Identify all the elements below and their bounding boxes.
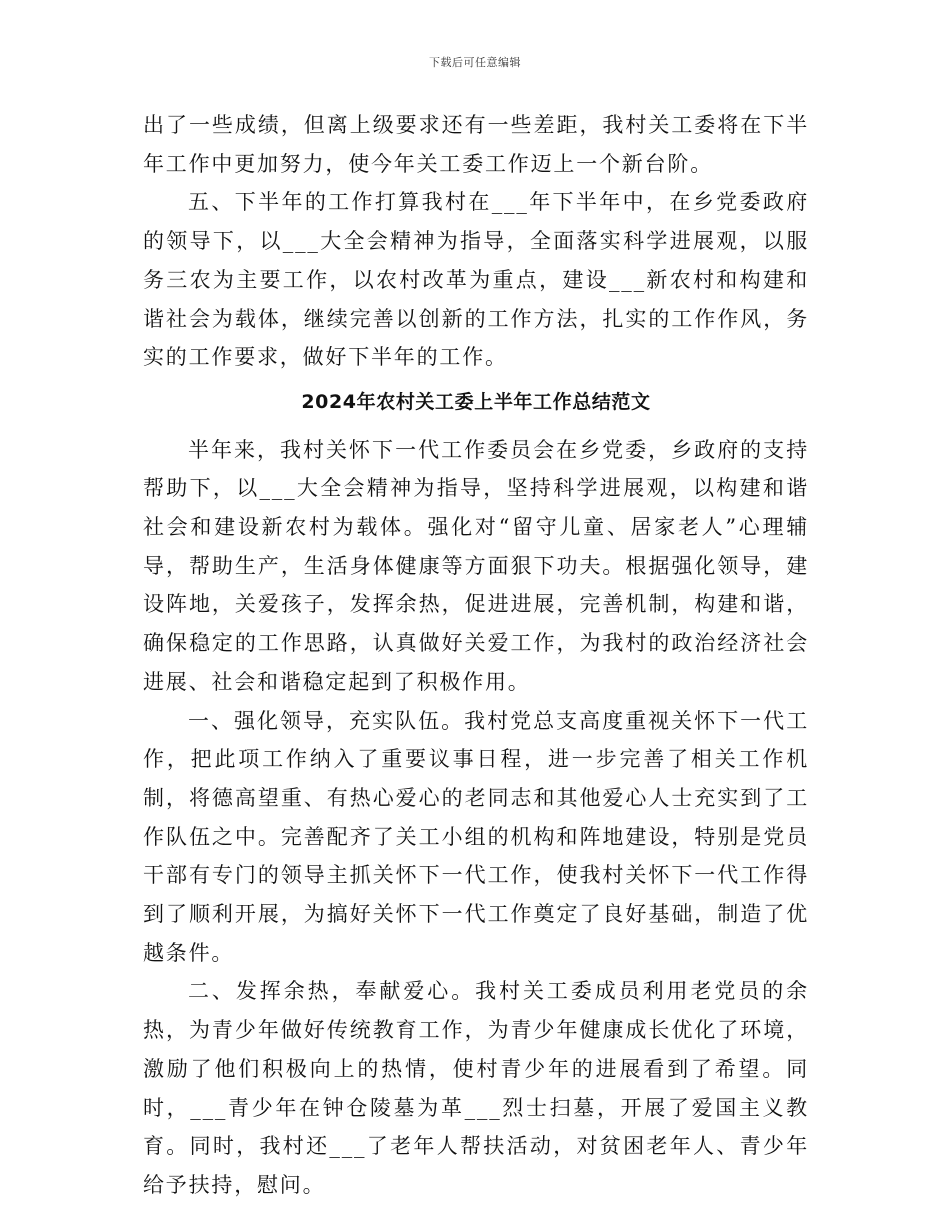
paragraph-leadership: 一、强化领导，充实队伍。我村党总支高度重视关怀下一代工作，把此项工作纳入了重要议事日程，进一步完善了相关工作机制，将德高望重、有热心爱心的老同志和其他爱心人士充实到了工作队伍之中。完善配齐了关工小组的机构和阵地建设，特别是党员干部有专门的领导主抓关怀下一代工作，使我村关怀下一代工作得到了顺利开展，为搞好关怀下一代工作奠定了良好基础，制造了优越条件。: [143, 708, 809, 965]
paragraph-plan: 五、下半年的工作打算我村在___年下半年中，在乡党委政府的领导下，以___大全会精神为指导，全面落实科学进展观，以服务三农为主要工作，以农村改革为重点，建设___新农村和构建和谐社会为载体，继续完善以创新的工作方法，扎实的工作作风，务实的工作要求，做好下半年的工作。: [143, 190, 809, 370]
paragraph-contribution: 二、发挥余热，奉献爱心。我村关工委成员利用老党员的余热，为青少年做好传统教育工作，为青少年健康成长优化了环境，激励了他们积极向上的热情，使村青少年的进展看到了希望。同时，___青少年在钟仓陵墓为革___烈士扫墓，开展了爱国主义教育。同时，我村还___了老年人帮扶活动，对贫困老年人、青少年给予扶持，慰问。: [143, 979, 809, 1197]
paragraph-continuation: 出了一些成绩，但离上级要求还有一些差距，我村关工委将在下半年工作中更加努力，使今年关工委工作迈上一个新台阶。: [143, 113, 809, 176]
document-body: [143, 106, 809, 1205]
paragraph-intro: 半年来，我村关怀下一代工作委员会在乡党委，乡政府的支持帮助下，以___大全会精神为指导，坚持科学进展观，以构建和谐社会和建设新农村为载体。强化对“留守儿童、居家老人”心理辅导，帮助生产，生活身体健康等方面狠下功夫。根据强化领导，建设阵地，关爱孩子，发挥余热，促进进展，完善机制，构建和谐，确保稳定的工作思路，认真做好关爱工作，为我村的政治经济社会进展、社会和谐稳定起到了积极作用。: [143, 437, 809, 694]
page-header-note: 下载后可任意编辑: [429, 56, 521, 69]
section-title: 2024年农村关工委上半年工作总结范文: [301, 390, 651, 413]
